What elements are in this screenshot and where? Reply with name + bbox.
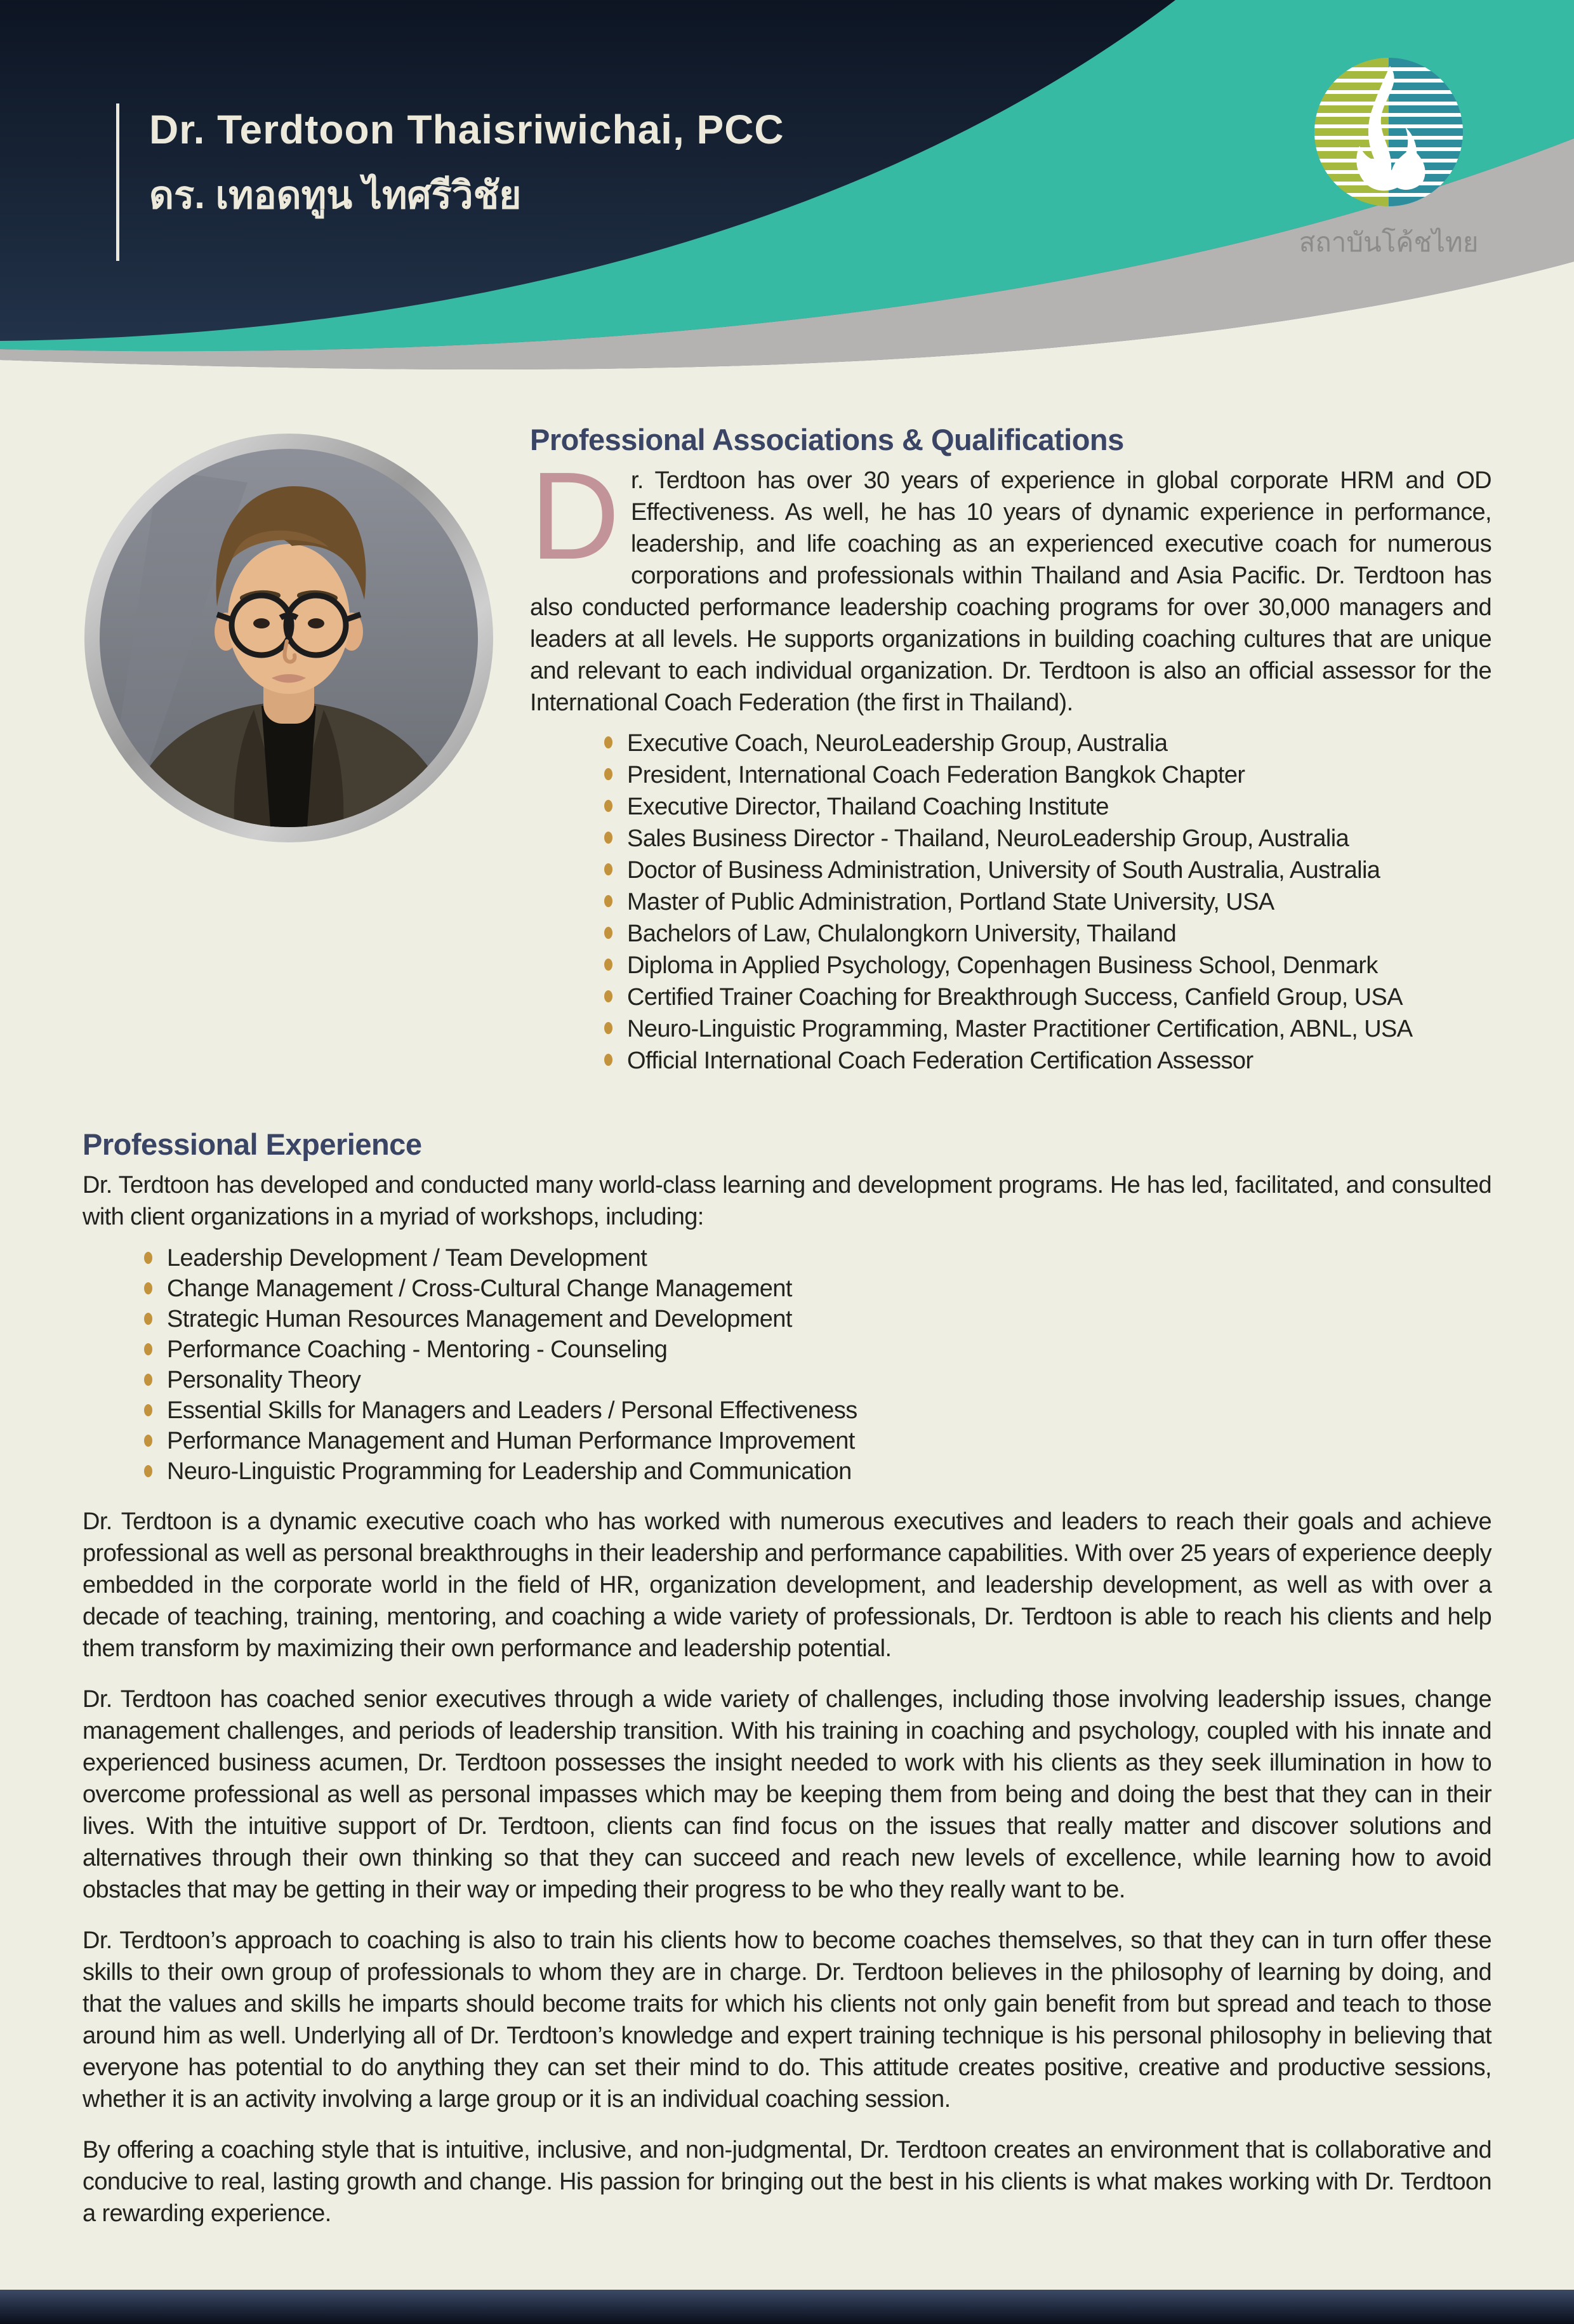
footer-bar (0, 2290, 1574, 2324)
qualifications-intro-paragraph (530, 446, 1491, 719)
qualification-item: Diploma in Applied Psychology, Copenhagen Business School, Denmark (603, 950, 1491, 981)
experience-paragraph: Dr. Terdtoon has coached senior executives through a wide variety of challenges, including those involving leadership issues, change management challenges, and periods of leadership transition. With his training in coaching and psychology, coupled with his innate and experienced business acumen, Dr. Terdtoon possesses the insight needed to work with his clients as they seek illumination in how to overcome professional as well as personal impasses which may be keeping them from being and doing the best that they can in their lives. With the intuitive support of Dr. Terdtoon, clients can find focus on the issues that really matter and discover solutions and alternatives through their own thinking so that they can succeed and reach new levels of excellence, while learning how to avoid obstacles that may be getting in their way or impeding their progress to be who they really want to be. (83, 1686, 1491, 1903)
experience-section (83, 1127, 1491, 2229)
qualification-item: President, International Coach Federation Bangkok Chapter (603, 759, 1491, 791)
drop-cap: D (530, 446, 619, 585)
qualification-item: Master of Public Administration, Portland State University, USA (603, 886, 1491, 918)
qualification-item: Executive Director, Thailand Coaching Institute (603, 791, 1491, 823)
experience-heading: Professional Experience (83, 1127, 422, 1161)
qualification-item: Sales Business Director - Thailand, NeuroLeadership Group, Australia (603, 823, 1491, 854)
experience-topic-item: Neuro-Linguistic Programming for Leadership and Communication (143, 1456, 1491, 1487)
experience-topic-item: Performance Management and Human Performance Improvement (143, 1426, 1491, 1456)
logo-caption: สถาบันโค้ชไทย (1299, 227, 1479, 257)
qualification-item: Official International Coach Federation Certification Assessor (603, 1045, 1491, 1077)
experience-paragraphs (83, 1506, 1491, 2229)
qualification-item: Neuro-Linguistic Programming, Master Practitioner Certification, ABNL, USA (603, 1013, 1491, 1045)
portrait-photo (83, 432, 495, 844)
qualifications-list (603, 727, 1491, 1077)
experience-topic-item: Personality Theory (143, 1365, 1491, 1395)
qualification-item: Executive Coach, NeuroLeadership Group, Australia (603, 727, 1491, 759)
qualification-item: Bachelors of Law, Chulalongkorn University, Thailand (603, 918, 1491, 950)
experience-topic-item: Strategic Human Resources Management and Development (143, 1304, 1491, 1334)
qualifications-column (530, 422, 1491, 1077)
title-rule (116, 103, 119, 261)
experience-topic-item: Performance Coaching - Mentoring - Counseling (143, 1334, 1491, 1365)
header-title-block (116, 100, 784, 215)
qualification-item: Doctor of Business Administration, University of South Australia, Australia (603, 854, 1491, 886)
experience-topic-item: Essential Skills for Managers and Leaders / Personal Effectiveness (143, 1395, 1491, 1426)
page-title-thai: ดร. เทอดทูน ไทศรีวิชัย (149, 174, 522, 216)
page-title: Dr. Terdtoon Thaisriwichai, PCC (149, 107, 784, 152)
experience-topic-item: Change Management / Cross-Cultural Change Management (143, 1273, 1491, 1304)
experience-topics-list (143, 1243, 1491, 1487)
qualifications-intro-text: r. Terdtoon has over 30 years of experience in global corporate HRM and OD Effectiveness. As well, he has 10 years of dynamic experience in performance, leadership, and life coaching as an experienced executive coach for numerous corporations and professionals within Thailand and Asia Pacific. Dr. Terdtoon has also conducted performance leadership coaching programs for over 30,000 managers and leaders at all levels. He supports organizations in building coaching cultures that are unique and relevant to each individual organization. Dr. Terdtoon is also an official assessor for the International Coach Federation (the first in Thailand). (530, 467, 1491, 716)
experience-topic-item: Leadership Development / Team Development (143, 1243, 1491, 1273)
experience-paragraph: By offering a coaching style that is intuitive, inclusive, and non-judgmental, Dr. Terdtoon creates an environment that is collaborative and conducive to real, lasting growth and change. His passion for bringing out the best in his clients is what makes working with Dr. Terdtoon a rewarding experience. (83, 2137, 1491, 2227)
experience-paragraph: Dr. Terdtoon is a dynamic executive coach who has worked with numerous executives and leaders to reach their goals and achieve professional as well as personal breakthroughs in their leadership and performance capabilities. With over 25 years of experience deeply embedded in the corporate world in the field of HR, organization development, and leadership development, as well as with over a decade of teaching, training, mentoring, and coaching a wide variety of professionals, Dr. Terdtoon is able to reach his clients and help them transform by maximizing their own performance and leadership potential. (83, 1508, 1491, 1662)
qualifications-heading: Professional Associations & Qualifications (530, 423, 1124, 456)
qualification-item: Certified Trainer Coaching for Breakthrough Success, Canfield Group, USA (603, 981, 1491, 1013)
experience-paragraph: Dr. Terdtoon’s approach to coaching is also to train his clients how to become coaches themselves, so that they can in turn offer these skills to their own group of professionals to whom they are in charge. Dr. Terdtoon believes in the philosophy of learning by doing, and that the values and skills he imparts should become traits for which his clients not only gain benefit from but spread and teach to those around him as well. Underlying all of Dr. Terdtoon’s knowledge and expert training technique is his personal philosophy in believing that everyone has potential to do anything they can set their mind to do. This attitude creates positive, creative and productive sessions, whether it is an activity involving a large group or it is an individual coaching session. (83, 1927, 1491, 2113)
qualifications-section (83, 422, 1491, 1077)
experience-intro-paragraph: Dr. Terdtoon has developed and conducted many world-class learning and development programs. He has led, facilitated, and consulted with client organizations in a myriad of workshops, including: (83, 1172, 1491, 1230)
